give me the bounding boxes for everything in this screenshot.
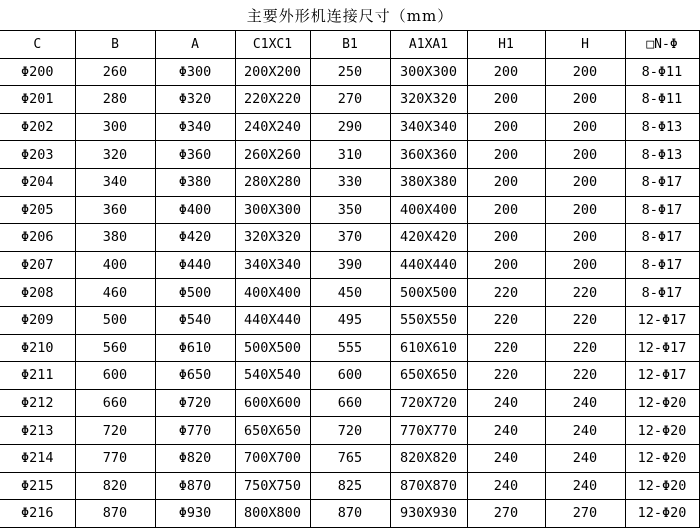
table-cell: Φ440 [155, 251, 235, 279]
table-cell: Φ215 [0, 472, 75, 500]
table-cell: 220 [467, 306, 545, 334]
table-cell: 200 [467, 196, 545, 224]
table-cell: 825 [310, 472, 390, 500]
table-cell: 200 [467, 141, 545, 169]
table-cell: 340X340 [390, 113, 467, 141]
table-cell: 820 [75, 472, 155, 500]
table-row [0, 362, 699, 390]
table-cell: 600X600 [235, 389, 310, 417]
table-cell: 240 [545, 417, 625, 445]
table-cell: 370 [310, 224, 390, 252]
table-cell: 240 [467, 389, 545, 417]
table-cell: 200 [545, 58, 625, 86]
table-cell: Φ205 [0, 196, 75, 224]
table-cell: 420X420 [390, 224, 467, 252]
table-cell: 380X380 [390, 168, 467, 196]
table-cell: 400X400 [235, 279, 310, 307]
table-cell: Φ770 [155, 417, 235, 445]
table-cell: 600 [75, 362, 155, 390]
table-cell: 280 [75, 86, 155, 114]
table-cell: 8-Φ17 [625, 196, 699, 224]
table-cell: 220 [545, 279, 625, 307]
table-cell: 350 [310, 196, 390, 224]
table-cell: 200 [467, 58, 545, 86]
table-cell: 400X400 [390, 196, 467, 224]
table-cell: 220 [545, 334, 625, 362]
table-cell: 240 [545, 444, 625, 472]
table-cell: 500 [75, 306, 155, 334]
table-row [0, 86, 699, 114]
table-cell: 270 [310, 86, 390, 114]
table-cell: 330 [310, 168, 390, 196]
table-cell: 495 [310, 306, 390, 334]
table-cell: 280X280 [235, 168, 310, 196]
table-cell: Φ340 [155, 113, 235, 141]
column-header: C [0, 31, 75, 59]
table-cell: 270 [467, 500, 545, 528]
table-cell: 440X440 [390, 251, 467, 279]
table-cell: 320 [75, 141, 155, 169]
table-cell: Φ213 [0, 417, 75, 445]
table-cell: Φ207 [0, 251, 75, 279]
table-cell: 200 [545, 224, 625, 252]
table-cell: Φ203 [0, 141, 75, 169]
table-title: 主要外形机连接尺寸（mm） [246, 7, 454, 25]
table-cell: 240 [545, 472, 625, 500]
table-cell: 660 [310, 389, 390, 417]
table-row [0, 389, 699, 417]
table-cell: 770 [75, 444, 155, 472]
table-cell: 200 [467, 168, 545, 196]
table-cell: 930X930 [390, 500, 467, 528]
table-cell: 8-Φ17 [625, 224, 699, 252]
table-cell: Φ300 [155, 58, 235, 86]
table-cell: Φ420 [155, 224, 235, 252]
table-cell: 240 [467, 472, 545, 500]
table-cell: 320X320 [390, 86, 467, 114]
table-cell: 12-Φ20 [625, 389, 699, 417]
table-cell: 200 [545, 86, 625, 114]
table-cell: Φ209 [0, 306, 75, 334]
table-row [0, 113, 699, 141]
table-cell: 770X770 [390, 417, 467, 445]
table-cell: 12-Φ20 [625, 417, 699, 445]
table-cell: Φ610 [155, 334, 235, 362]
table-cell: Φ210 [0, 334, 75, 362]
table-cell: 12-Φ17 [625, 334, 699, 362]
table-cell: Φ400 [155, 196, 235, 224]
table-row [0, 58, 699, 86]
table-cell: Φ206 [0, 224, 75, 252]
table-cell: 250 [310, 58, 390, 86]
table-cell: 340X340 [235, 251, 310, 279]
table-cell: 440X440 [235, 306, 310, 334]
table-cell: 8-Φ11 [625, 86, 699, 114]
table-cell: 220 [467, 362, 545, 390]
table-cell: 700X700 [235, 444, 310, 472]
table-cell: Φ216 [0, 500, 75, 528]
table-cell: 8-Φ11 [625, 58, 699, 86]
table-cell: Φ540 [155, 306, 235, 334]
table-cell: Φ930 [155, 500, 235, 528]
table-row [0, 472, 699, 500]
table-row [0, 168, 699, 196]
table-cell: 540X540 [235, 362, 310, 390]
table-row [0, 334, 699, 362]
table-cell: Φ720 [155, 389, 235, 417]
table-cell: Φ204 [0, 168, 75, 196]
column-header: C1XC1 [235, 31, 310, 59]
table-row [0, 500, 699, 528]
table-cell: 340 [75, 168, 155, 196]
table-cell: 12-Φ20 [625, 444, 699, 472]
table-cell: 600 [310, 362, 390, 390]
table-cell: 12-Φ20 [625, 472, 699, 500]
table-cell: 720 [310, 417, 390, 445]
table-cell: 200 [467, 113, 545, 141]
table-cell: 200 [545, 113, 625, 141]
table-cell: 200 [545, 168, 625, 196]
table-cell: 12-Φ17 [625, 306, 699, 334]
table-cell: 290 [310, 113, 390, 141]
table-cell: 720X720 [390, 389, 467, 417]
table-cell: 650X650 [235, 417, 310, 445]
table-cell: Φ360 [155, 141, 235, 169]
table-row [0, 417, 699, 445]
table-cell: 610X610 [390, 334, 467, 362]
table-cell: 12-Φ20 [625, 500, 699, 528]
table-cell: Φ212 [0, 389, 75, 417]
table-cell: 450 [310, 279, 390, 307]
table-cell: 400 [75, 251, 155, 279]
table-cell: 460 [75, 279, 155, 307]
table-cell: 200 [467, 224, 545, 252]
table-cell: Φ380 [155, 168, 235, 196]
table-cell: 750X750 [235, 472, 310, 500]
table-cell: 800X800 [235, 500, 310, 528]
table-cell: Φ214 [0, 444, 75, 472]
table-cell: 240 [467, 417, 545, 445]
table-cell: 720 [75, 417, 155, 445]
table-cell: Φ500 [155, 279, 235, 307]
table-cell: Φ650 [155, 362, 235, 390]
table-cell: 240X240 [235, 113, 310, 141]
column-header: B [75, 31, 155, 59]
column-header: A1XA1 [390, 31, 467, 59]
table-cell: 320X320 [235, 224, 310, 252]
table-cell: 300 [75, 113, 155, 141]
table-cell: Φ201 [0, 86, 75, 114]
table-row [0, 196, 699, 224]
column-header: H [545, 31, 625, 59]
table-cell: 200X200 [235, 58, 310, 86]
table-cell: 8-Φ13 [625, 141, 699, 169]
column-header: □N-Φ [625, 31, 699, 59]
table-cell: Φ200 [0, 58, 75, 86]
table-cell: 8-Φ17 [625, 279, 699, 307]
table-cell: 8-Φ13 [625, 113, 699, 141]
table-cell: 650X650 [390, 362, 467, 390]
table-cell: 220 [545, 362, 625, 390]
table-row [0, 251, 699, 279]
table-cell: 200 [545, 141, 625, 169]
table-cell: Φ320 [155, 86, 235, 114]
table-cell: Φ202 [0, 113, 75, 141]
table-cell: 200 [467, 251, 545, 279]
table-cell: 8-Φ17 [625, 251, 699, 279]
table-cell: 200 [545, 196, 625, 224]
dimension-table [0, 30, 700, 528]
table-cell: 550X550 [390, 306, 467, 334]
table-cell: 270 [545, 500, 625, 528]
table-cell: 300X300 [235, 196, 310, 224]
table-cell: Φ870 [155, 472, 235, 500]
table-cell: 380 [75, 224, 155, 252]
column-header: B1 [310, 31, 390, 59]
table-cell: 500X500 [235, 334, 310, 362]
table-cell: 560 [75, 334, 155, 362]
table-cell: 220 [467, 279, 545, 307]
table-cell: 765 [310, 444, 390, 472]
table-cell: 870X870 [390, 472, 467, 500]
table-cell: 12-Φ17 [625, 362, 699, 390]
table-cell: 260 [75, 58, 155, 86]
table-cell: 220X220 [235, 86, 310, 114]
table-cell: Φ208 [0, 279, 75, 307]
table-cell: 555 [310, 334, 390, 362]
table-cell: 820X820 [390, 444, 467, 472]
table-cell: 870 [310, 500, 390, 528]
table-cell: 660 [75, 389, 155, 417]
table-cell: 8-Φ17 [625, 168, 699, 196]
table-cell: 220 [467, 334, 545, 362]
table-cell: 310 [310, 141, 390, 169]
column-header: H1 [467, 31, 545, 59]
table-cell: 240 [545, 389, 625, 417]
table-row [0, 224, 699, 252]
table-cell: 260X260 [235, 141, 310, 169]
table-cell: 870 [75, 500, 155, 528]
table-cell: 300X300 [390, 58, 467, 86]
table-row [0, 141, 699, 169]
table-cell: 220 [545, 306, 625, 334]
table-cell: 240 [467, 444, 545, 472]
table-cell: 500X500 [390, 279, 467, 307]
table-cell: 360X360 [390, 141, 467, 169]
table-cell: 200 [545, 251, 625, 279]
table-row [0, 306, 699, 334]
table-body [0, 58, 699, 527]
table-row [0, 444, 699, 472]
table-cell: 390 [310, 251, 390, 279]
table-cell: Φ211 [0, 362, 75, 390]
header-row [0, 31, 699, 59]
table-cell: 360 [75, 196, 155, 224]
table-cell: 200 [467, 86, 545, 114]
table-cell: Φ820 [155, 444, 235, 472]
table-row [0, 279, 699, 307]
column-header: A [155, 31, 235, 59]
